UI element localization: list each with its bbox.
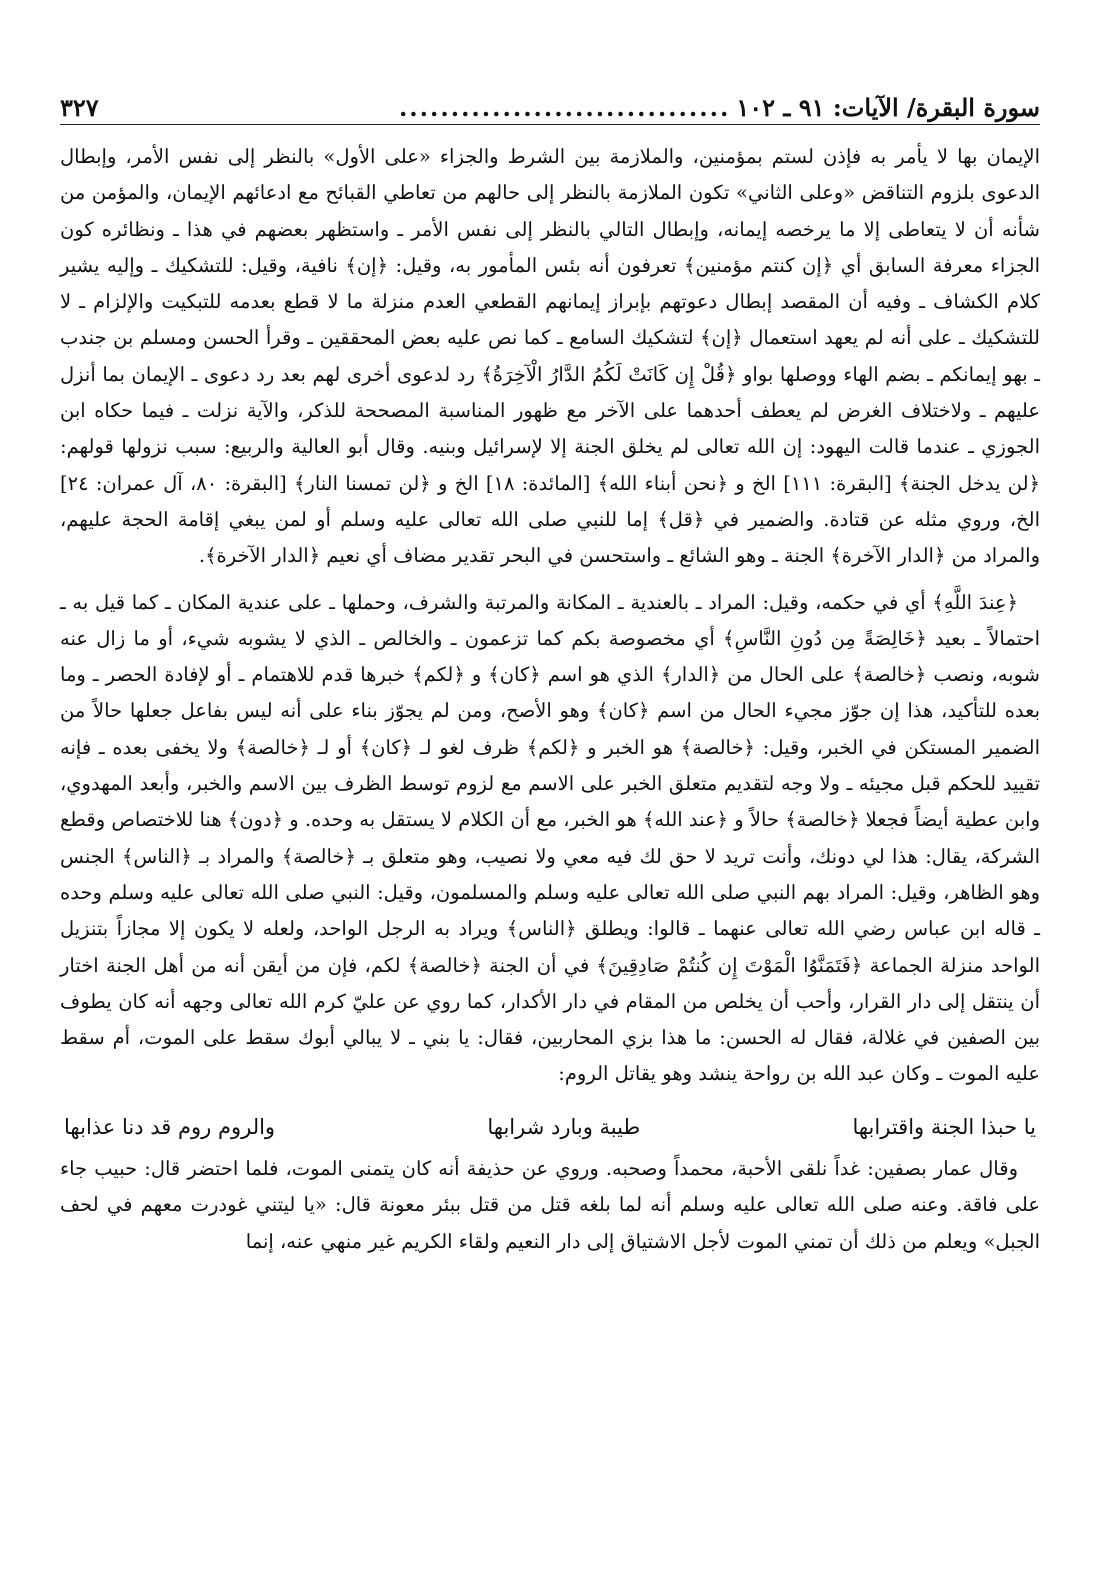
poem-hemistich-3: والروم روم قد دنا عذابها <box>64 1114 276 1139</box>
header-leader-dots: ................................ <box>398 93 731 122</box>
poem-verse <box>60 1109 1040 1145</box>
paragraph-3: وقال عمار بصفين: غداً نلقى الأحبة، محمداً وصحبه. وروي عن حذيفة أنه كان يتمنى الموت، فلما احتضر قال: حبيب جاء على فاقة. وعنه صلى الله تعالى عليه وسلم أنه لما بلغه قتل من قتل ببئر معونة قال: «يا ليتني غودرت معهم في لحف الجبل» ويعلم من ذلك أن تمني الموت لأجل الاشتياق إلى دار النعيم ولقاء الكريم غير منهي عنه، إنما <box>60 1157 1040 1253</box>
header-title: سورة البقرة/ الآيات: ٩١ ـ ١٠٢ <box>736 93 1040 122</box>
running-header <box>60 78 1040 125</box>
poem-hemistich-1: يا حبذا الجنة واقترابها <box>852 1114 1036 1139</box>
page-body <box>60 139 1040 1260</box>
document-page <box>60 78 1040 1260</box>
paragraph-1: الإيمان بها لا يأمر به فإذن لستم بمؤمنين، والملازمة بين الشرط والجزاء «على الأول» بالنظر إلى نفس الأمر، وإبطال الدعوى بلزوم التناقض «وعلى الثاني» تكون الملازمة بالنظر إلى حالهم من تعاطي القبائح مع ادعائهم الإيمان، والمؤمن من شأنه أن لا يتعاطى إلا ما يرخصه إيمانه، وإبطال التالي بالنظر إلى نفس الأمر ـ واستظهر بعضهم في هذا ـ ونظائره كون الجزاء معرفة السابق أي ﴿إن كنتم مؤمنين﴾ تعرفون أنه بئس المأمور به، وقيل: ﴿إن﴾ نافية، وقيل: للتشكيك ـ وإليه يشير كلام الكشاف ـ وفيه أن المقصد إبطال دعوتهم بإبراز إيمانهم القطعي العدم منزلة ما لا قطع بعدمه للتبكيت والإلزام ـ لا للتشكيك ـ على أنه لم يعهد استعمال ﴿إن﴾ لتشكيك السامع ـ كما نص عليه بعض المحققين ـ وقرأ الحسن ومسلم بن جندب ـ بهو إيمانكم ـ بضم الهاء ووصلها بواو ﴿قُلْ إِن كَانَتْ لَكُمُ الدَّارُ الْآخِرَةُ﴾ رد لدعوى أخرى لهم بعد رد دعوى ـ الإيمان بما أنزل عليهم ـ ولاختلاف الغرض لم يعطف أحدهما على الآخر مع ظهور المناسبة المصححة للذكر، والآية نزلت ـ فيما حكاه ابن الجوزي ـ عندما قالت اليهود: إن الله تعالى لم يخلق الجنة إلا لإسرائيل وبنيه. وقال أبو العالية والربيع: سبب نزولها قولهم: ﴿لن يدخل الجنة﴾ [البقرة: ١١١] الخ و ﴿نحن أبناء الله﴾ [المائدة: ١٨] الخ و ﴿لن تمسنا النار﴾ [البقرة: ٨٠، آل عمران: ٢٤] الخ، وروي مثله عن قتادة. والضمير في ﴿قل﴾ إما للنبي صلى الله تعالى عليه وسلم أو لمن يبغي إقامة الحجة عليهم، والمراد من ﴿الدار الآخرة﴾ الجنة ـ وهو الشائع ـ واستحسن في البحر تقدير مضاف أي نعيم ﴿الدار الآخرة﴾. <box>60 145 1040 568</box>
poem-hemistich-2: طيبة وبارد شرابها <box>487 1114 641 1139</box>
paragraph-2: ﴿عِندَ اللَّهِ﴾ أي في حكمه، وقيل: المراد ـ بالعندية ـ المكانة والمرتبة والشرف، وحملها ـ على عندية المكان ـ كما قيل به ـ احتمالاً ـ بعيد ﴿خَالِصَةً مِن دُونِ النَّاسِ﴾ أي مخصوصة بكم كما تزعمون ـ والخالص ـ الذي لا يشوبه شيء، أو ما زال عنه شوبه، ونصب ﴿خالصة﴾ على الحال من ﴿الدار﴾ الذي هو اسم ﴿كان﴾ و ﴿لكم﴾ خبرها قدم للاهتمام ـ أو لإفادة الحصر ـ وما بعده للتأكيد، هذا إن جوّز مجيء الحال من اسم ﴿كان﴾ وهو الأصح، ومن لم يجوّز بناء على أنه ليس بفاعل جعلها حالاً من الضمير المستكن في الخبر، وقيل: ﴿خالصة﴾ هو الخبر و ﴿لكم﴾ ظرف لغو لـ ﴿كان﴾ أو لـ ﴿خالصة﴾ ولا يخفى بعده ـ فإنه تقييد للحكم قبل مجيئه ـ ولا وجه لتقديم متعلق الخبر على الاسم مع لزوم توسط الظرف بين الاسم والخبر، وأبعد المهدوي، وابن عطية أيضاً فجعلا ﴿خالصة﴾ حالاً و ﴿عند الله﴾ هو الخبر، مع أن الكلام لا يستقل به وحده. و ﴿دون﴾ هنا للاختصاص وقطع الشركة، يقال: هذا لي دونك، وأنت تريد لا حق لك فيه معي ولا نصيب، وهو متعلق بـ ﴿خالصة﴾ والمراد بـ ﴿الناس﴾ الجنس وهو الظاهر، وقيل: المراد بهم النبي صلى الله تعالى عليه وسلم والمسلمون، وقيل: النبي صلى الله تعالى عليه وسلم وحده ـ قاله ابن عباس رضي الله تعالى عنهما ـ قالوا: ويطلق ﴿الناس﴾ ويراد به الرجل الواحد، ولعله لا يكون إلا مجازاً بتنزيل الواحد منزلة الجماعة ﴿فَتَمَنَّوُا الْمَوْتَ إِن كُنتُمْ صَادِقِينَ﴾ في أن الجنة ﴿خالصة﴾ لكم، فإن من أيقن أنه من أهل الجنة اختار أن ينتقل إلى دار القرار، وأحب أن يخلص من المقام في دار الأكدار، كما روي عن عليّ كرم الله تعالى وجهه أنه كان يطوف بين الصفين في غلالة، فقال له الحسن: ما هذا بزي المحاربين، فقال: يا بني ـ لا يبالي أبوك سقط على الموت، أم سقط عليه الموت ـ وكان عبد الله بن رواحة ينشد وهو يقاتل الروم: <box>60 590 1040 1086</box>
page-number: ٣٢٧ <box>60 93 99 122</box>
